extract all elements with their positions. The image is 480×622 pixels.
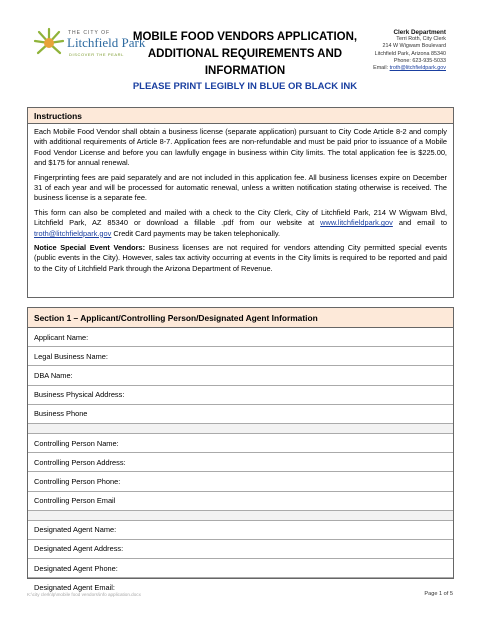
title-line: INFORMATION (204, 65, 286, 77)
instructions-paragraph (34, 243, 447, 274)
business-physical-address-field[interactable]: Business Physical Address: (28, 386, 453, 405)
department-line: Phone: 623-935-5033 (393, 57, 446, 64)
business-phone-field[interactable]: Business Phone (28, 405, 453, 424)
designated-agent-address-field[interactable]: Designated Agent Address: (28, 540, 453, 559)
text-span: and email to (392, 218, 447, 228)
footer-page-number: Page 1 of 5 (424, 591, 453, 597)
logo-name: Litchfield Park (67, 35, 146, 50)
email-link[interactable]: troth@litchfieldpark.gov (34, 228, 112, 238)
sunburst-logo-icon (33, 26, 65, 60)
department-heading: Clerk Department (393, 29, 446, 36)
designated-agent-phone-field[interactable]: Designated Agent Phone: (28, 559, 453, 578)
dba-name-field[interactable]: DBA Name: (28, 366, 453, 385)
footer-file-path: K:\city clerk\lp\mobile food vendors\info application.docx (27, 592, 141, 597)
controlling-person-email-field[interactable]: Controlling Person Email (28, 492, 453, 511)
print-instruction: PLEASE PRINT LEGIBLY IN BLUE OR BLACK INK (132, 81, 358, 92)
logo-tagline: DISCOVER THE PEARL (69, 52, 124, 57)
controlling-person-phone-field[interactable]: Controlling Person Phone: (28, 472, 453, 491)
title-line: ADDITIONAL REQUIREMENTS AND (147, 48, 343, 60)
clerk-department-contact (373, 29, 446, 72)
instructions-body (28, 124, 453, 274)
section-divider (28, 424, 453, 434)
department-email-line (373, 65, 446, 72)
applicant-name-field[interactable]: Applicant Name: (28, 328, 453, 347)
instructions-heading: Instructions (28, 108, 453, 124)
department-line: Terri Roth, City Clerk (396, 36, 446, 43)
department-line: 214 W Wigwam Boulevard (382, 43, 446, 50)
department-email-link[interactable]: troth@litchfieldpark.gov (389, 65, 446, 72)
city-logo (33, 26, 146, 64)
section1-box (27, 307, 454, 593)
section1-heading: Section 1 – Applicant/Controlling Person/Designated Agent Information (28, 308, 453, 328)
logo-city-text: THE CITY OF (68, 30, 111, 36)
title-line: MOBILE FOOD VENDORS APPLICATION, (132, 31, 358, 43)
notice-label: Notice Special Event Vendors: (34, 243, 146, 253)
department-line: Litchfield Park, Arizona 85340 (374, 50, 446, 57)
instructions-paragraph: Each Mobile Food Vendor shall obtain a business license (separate application) pursuant to City Code Article 8-2 and comply with additional requirements of Article 8-7. Application fees are non-refundable and must be paid prior to issuance of a Mobile Food Vendor License and before you can lawfully engage in business within City limits. The total application fee is $225.00, and $175 for annual renewal. (34, 127, 447, 168)
controlling-person-address-field[interactable]: Controlling Person Address: (28, 453, 453, 472)
website-link[interactable]: www.litchfieldpark.gov (320, 218, 393, 228)
controlling-person-name-field[interactable]: Controlling Person Name: (28, 434, 453, 453)
designated-agent-name-field[interactable]: Designated Agent Name: (28, 521, 453, 540)
instructions-paragraph: Fingerprinting fees are paid separately and are not included in this application fee. All business licenses expire on December 31 of each year and will be processed for automatic renewal, unless a written notification stating otherwise is received. The business license is a separate fee. (34, 172, 447, 203)
instructions-paragraph (34, 208, 447, 239)
text-span: This form can also be completed and mailed with a check to the City Clerk, City of Litchfield Park, 214 W Wigwam Blvd, Litchfield Park, AZ 85340 or download a fillable .pdf from our website at (34, 207, 447, 228)
section-divider (28, 511, 453, 521)
text-span: Credit Card payments may be taken telephonically. (111, 228, 281, 238)
email-label: Email: (373, 65, 390, 72)
text-span: Business licenses are not required for vendors attending City permitted special events (public events in the City). However, sales tax activity occurring at events in the City limits is required to be reported and paid to the City of Litchfield Park through the Arizona Department of Revenue. (34, 243, 447, 273)
designated-agent-email-field[interactable]: Designated Agent Email: (34, 583, 115, 593)
instructions-box (27, 107, 454, 298)
legal-business-name-field[interactable]: Legal Business Name: (28, 347, 453, 366)
document-title (130, 29, 360, 80)
